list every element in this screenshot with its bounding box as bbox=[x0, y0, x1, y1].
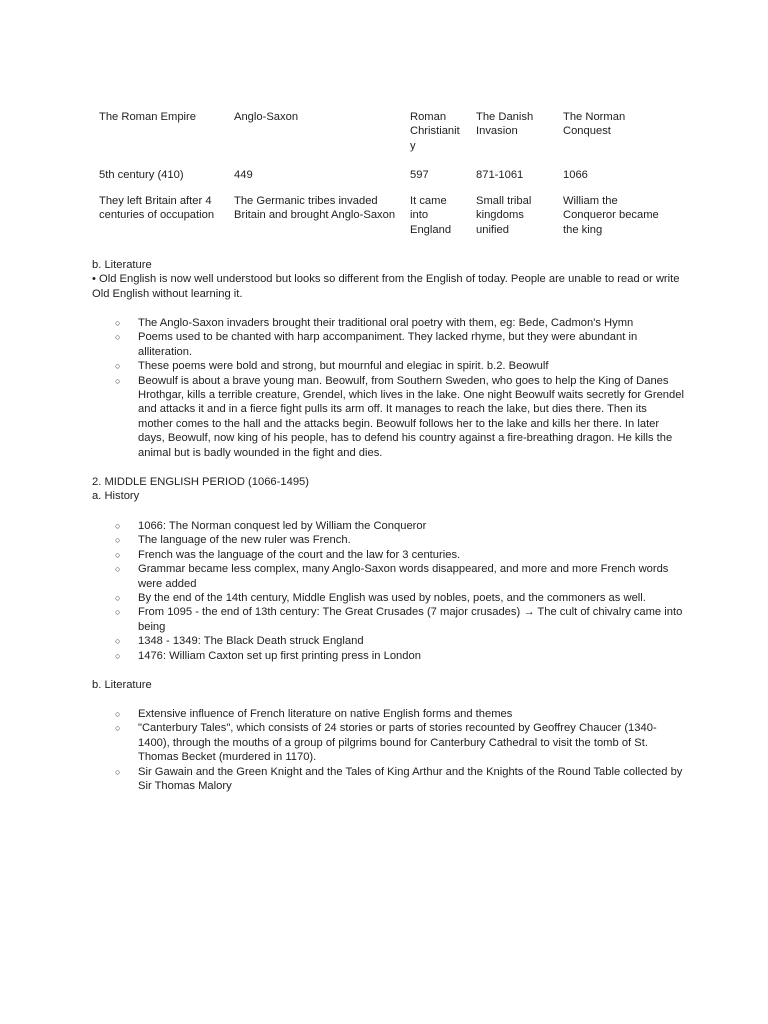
list-item: ○ "Canterbury Tales", which consists of 24 stories or parts of stories recounted by Geoffrey Chaucer (1340-1400), through the mouths of a group of pilgrims bound for Canterbury Cathedral to visit the tomb of St. Thomas Becket (murdered in 1170). bbox=[115, 722, 657, 764]
list-item: ○ From 1095 - the end of 13th century: The Great Crusades (7 major crusades) → The cult of chivalry came into being bbox=[115, 606, 683, 633]
circle-bullet-icon: ○ bbox=[115, 709, 121, 719]
old-english-literature-list bbox=[92, 316, 684, 460]
table-cell: 5th century (410) bbox=[99, 169, 184, 181]
middle-english-history-list bbox=[92, 519, 684, 663]
circle-bullet-icon: ○ bbox=[115, 564, 121, 575]
table-row bbox=[93, 108, 678, 166]
table-cell: Small tribal kingdoms unified bbox=[476, 195, 532, 236]
section-heading: a. History bbox=[92, 490, 140, 503]
table-cell: 1066 bbox=[563, 169, 588, 181]
middle-english-heading bbox=[92, 475, 684, 504]
list-item: ○ French was the language of the court and the law for 3 centuries. bbox=[115, 548, 461, 561]
list-item: ○ Extensive influence of French literature on native English forms and themes bbox=[115, 708, 513, 720]
middle-english-literature-section bbox=[92, 678, 684, 692]
circle-bullet-icon: ○ bbox=[115, 521, 121, 531]
circle-bullet-icon: ○ bbox=[115, 361, 121, 372]
list-item: ○ 1348 - 1349: The Black Death struck England bbox=[115, 635, 364, 648]
list-item: ○ Sir Gawain and the Green Knight and the Tales of King Arthur and the Knights of the Round Table collected by Sir Thomas Malory bbox=[115, 765, 683, 793]
table-cell: Roman Christianity bbox=[410, 111, 460, 152]
table-cell: 597 bbox=[410, 169, 429, 181]
circle-bullet-icon: ○ bbox=[115, 332, 121, 343]
list-item: ○ The language of the new ruler was French. bbox=[115, 534, 351, 547]
middle-english-literature-list bbox=[92, 707, 684, 793]
list-item: ○ The Anglo-Saxon invaders brought their traditional oral poetry with them, eg: Bede, Cadmon's Hymn bbox=[115, 317, 634, 329]
table-cell: The Germanic tribes invaded Britain and brought Anglo-Saxon bbox=[234, 195, 396, 222]
list-item: ○ Beowulf is about a brave young man. Beowulf, from Southern Sweden, who goes to help the King of Danes Hrothgar, kills a terrible creature, Grendel, which lives in the lake. One night Beowulf waits secretly for Grendel and attacks it and in a fierce fight pulls its arm off. It manages to reach the lake, but dies there. Then its mother comes to the hall and the attacks begin. Beowulf follows her to the lake and kills her there. In later days, Beowulf, now king of his people, has to defend his country against a fire-breathing dragon. He kills the animal but is badly wounded in the fight and dies. bbox=[115, 374, 684, 459]
table-cell: 449 bbox=[234, 169, 253, 181]
circle-bullet-icon: ○ bbox=[115, 607, 121, 618]
circle-bullet-icon: ○ bbox=[115, 375, 121, 386]
section-heading: b. Literature bbox=[92, 679, 152, 691]
table-cell: The Roman Empire bbox=[99, 111, 196, 123]
circle-bullet-icon: ○ bbox=[115, 549, 121, 560]
list-item: ○ Poems used to be chanted with harp accompaniment. They lacked rhyme, but they were abundant in alliteration. bbox=[115, 331, 638, 358]
section-heading: b. Literature bbox=[92, 259, 152, 271]
table-cell: 871-1061 bbox=[476, 169, 524, 181]
circle-bullet-icon: ○ bbox=[115, 650, 121, 661]
circle-bullet-icon: ○ bbox=[115, 723, 121, 734]
table-cell: The Danish Invasion bbox=[476, 111, 534, 138]
circle-bullet-icon: ○ bbox=[115, 766, 121, 777]
old-english-literature-section bbox=[92, 258, 684, 301]
table-cell: It came into England bbox=[410, 195, 452, 236]
table-row bbox=[93, 166, 678, 192]
circle-bullet-icon: ○ bbox=[115, 535, 121, 546]
circle-bullet-icon: ○ bbox=[115, 593, 121, 604]
list-item: ○ These poems were bold and strong, but mournful and elegiac in spirit. b.2. Beowulf bbox=[115, 360, 549, 373]
table-cell: The Norman Conquest bbox=[563, 111, 626, 138]
table-row bbox=[93, 192, 678, 252]
table-cell: They left Britain after 4 centuries of occupation bbox=[99, 195, 215, 222]
list-item: ○ By the end of the 14th century, Middle English was used by nobles, poets, and the commoners as well. bbox=[115, 592, 646, 605]
table-cell: William the Conqueror became the king bbox=[563, 195, 659, 236]
list-item: ○ 1066: The Norman conquest led by William the Conqueror bbox=[115, 520, 427, 532]
list-item: ○ 1476: William Caxton set up first printing press in London bbox=[115, 649, 421, 662]
list-item: ○ Grammar became less complex, many Anglo-Saxon words disappeared, and more and more French words were added bbox=[115, 563, 669, 590]
table-cell: Anglo-Saxon bbox=[234, 111, 299, 123]
intro-paragraph: • Old English is now well understood but looks so different from the English of today. People are unable to read or write Old English without learning it. bbox=[92, 273, 680, 300]
circle-bullet-icon: ○ bbox=[115, 318, 121, 328]
section-title: 2. MIDDLE ENGLISH PERIOD (1066-1495) bbox=[92, 476, 309, 488]
circle-bullet-icon: ○ bbox=[115, 636, 121, 647]
timeline-table bbox=[93, 108, 678, 252]
